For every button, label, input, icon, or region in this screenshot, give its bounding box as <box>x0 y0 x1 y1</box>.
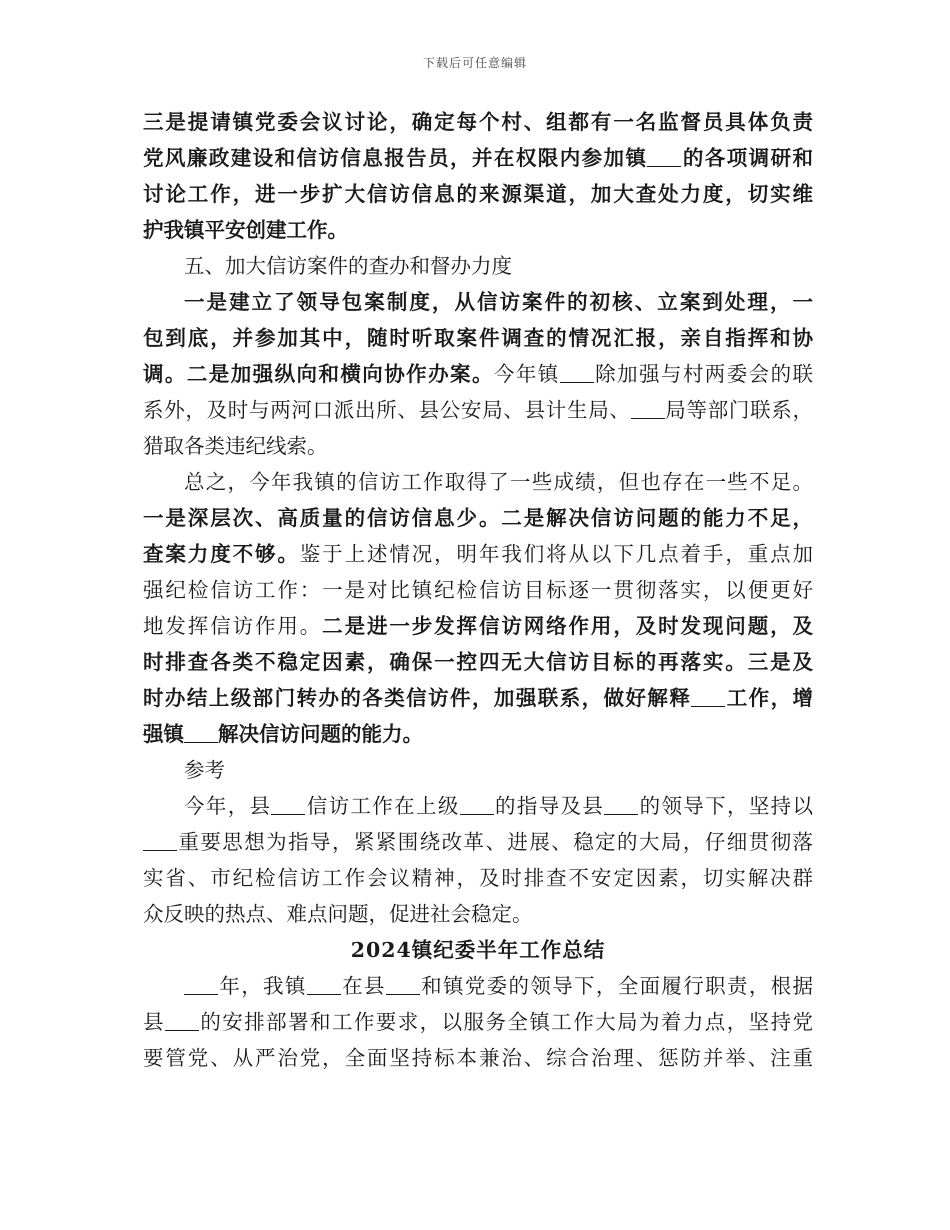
text-segment: 鉴于上述情况，明年我们将从以下几点着手，重点加 <box>299 542 814 566</box>
fill-in-blank <box>647 148 681 167</box>
text-segment: 一是建立了领导包案制度，从信访案件的初核、立案到处理，一 <box>184 290 813 314</box>
text-line <box>143 644 813 680</box>
text-segment: 在县 <box>340 974 386 998</box>
text-segment: 众反映的热点、难点问题，促进社会稳定。 <box>143 902 533 926</box>
text-segment: 的领导下，坚持以 <box>638 794 814 818</box>
text-segment: 解决信访问题的能力。 <box>218 722 423 746</box>
text-segment: 时办结上级部门转办的各类信访件，加强联系，做好解释 <box>143 686 692 710</box>
text-segment: 的安排部署和工作要求，以服务全镇工作大局为着力点，坚持党 <box>198 1010 814 1034</box>
text-line <box>143 500 813 536</box>
text-line <box>143 680 813 716</box>
text-segment: 时排查各类不稳定因素，确保一控四无大信访目标的再落实。三是及 <box>143 650 813 674</box>
text-line <box>143 248 813 284</box>
text-line <box>143 536 813 572</box>
fill-in-blank <box>604 796 638 815</box>
text-line <box>143 896 813 932</box>
fill-in-blank <box>184 976 218 995</box>
text-segment: 的指导及县 <box>493 794 605 818</box>
text-line <box>143 428 813 464</box>
text-line <box>143 608 813 644</box>
text-segment: 局等部门联系， <box>664 398 814 422</box>
fill-in-blank <box>460 796 494 815</box>
text-segment: 今年镇 <box>493 362 560 386</box>
text-segment: 总之，今年我镇的信访工作取得了一些成绩，但也存在一些不足。 <box>184 470 813 494</box>
page-header: 下载后可任意编辑 <box>422 56 527 70</box>
text-segment: 护我镇平安创建工作。 <box>143 218 348 242</box>
text-line <box>143 968 813 1004</box>
text-segment: 系外，及时与两河口派出所、县公安局、县计生局、 <box>143 398 631 422</box>
section-title <box>143 932 813 968</box>
text-line <box>143 392 813 428</box>
text-segment: 三是提请镇党委会议讨论，确定每个村、组都有一名监督员具体负责 <box>143 110 813 134</box>
text-segment: 查案力度不够。 <box>143 542 300 566</box>
text-segment: 包到底，并参加其中，随时听取案件调查的情况汇报，亲自指挥和协 <box>143 326 813 350</box>
text-segment: 讨论工作，进一步扩大信访信息的来源渠道，加大查处力度，切实维 <box>143 182 813 206</box>
text-line <box>143 788 813 824</box>
text-segment: 党风廉政建设和信访信息报告员，并在权限内参加镇 <box>143 146 648 170</box>
text-line <box>143 104 813 140</box>
text-line <box>143 1004 813 1040</box>
fill-in-blank <box>271 796 305 815</box>
fill-in-blank <box>691 688 725 707</box>
text-segment: 今年，县 <box>184 794 272 818</box>
fill-in-blank <box>631 400 665 419</box>
text-line <box>143 1040 813 1076</box>
text-line <box>143 320 813 356</box>
text-segment: 强镇 <box>143 722 184 746</box>
text-line <box>143 464 813 500</box>
text-segment: 二是进一步发挥信访网络作用，及时发现问题，及 <box>322 614 813 638</box>
text-line <box>143 716 813 752</box>
fill-in-blank <box>143 832 177 851</box>
text-segment: 猎取各类违纪线索。 <box>143 434 328 458</box>
text-segment: 地发挥信访作用。 <box>143 614 323 638</box>
fill-in-blank <box>560 364 594 383</box>
text-segment: 工作，增 <box>725 686 814 710</box>
text-line <box>143 284 813 320</box>
fill-in-blank <box>165 1012 199 1031</box>
text-segment: 一是深层次、高质量的信访信息少。二是解决信访问题的能力不足， <box>143 506 813 530</box>
fill-in-blank <box>184 724 218 743</box>
document-body <box>143 104 813 1076</box>
text-line <box>143 860 813 896</box>
text-line <box>143 176 813 212</box>
text-segment: 参考 <box>184 758 225 782</box>
text-line <box>143 572 813 608</box>
fill-in-blank <box>386 976 420 995</box>
text-line <box>143 824 813 860</box>
fill-in-blank <box>307 976 341 995</box>
text-segment: 和镇党委的领导下，全面履行职责，根据 <box>419 974 814 998</box>
text-segment: 除加强与村两委会的联 <box>593 362 814 386</box>
text-segment: 五、加大信访案件的查办和督办力度 <box>184 254 512 278</box>
text-segment: 重要思想为指导，紧紧围绕改革、进展、稳定的大局，仔细贯彻落 <box>177 830 813 854</box>
text-segment: 2024镇纪委半年工作总结 <box>350 938 606 962</box>
text-segment: 县 <box>143 1010 165 1034</box>
text-segment: 的各项调研和 <box>681 146 814 170</box>
text-line <box>143 140 813 176</box>
text-line <box>143 212 813 248</box>
text-segment: 年，我镇 <box>218 974 307 998</box>
text-segment: 调。二是加强纵向和横向协作办案。 <box>143 362 494 386</box>
text-segment: 要管党、从严治党，全面坚持标本兼治、综合治理、惩防并举、注重 <box>143 1046 813 1070</box>
text-segment: 实省、市纪检信访工作会议精神，及时排查不安定因素，切实解决群 <box>143 866 813 890</box>
text-line <box>143 752 813 788</box>
text-segment: 强纪检信访工作：一是对比镇纪检信访目标逐一贯彻落实，以便更好 <box>143 578 813 602</box>
text-segment: 信访工作在上级 <box>305 794 460 818</box>
text-line <box>143 356 813 392</box>
